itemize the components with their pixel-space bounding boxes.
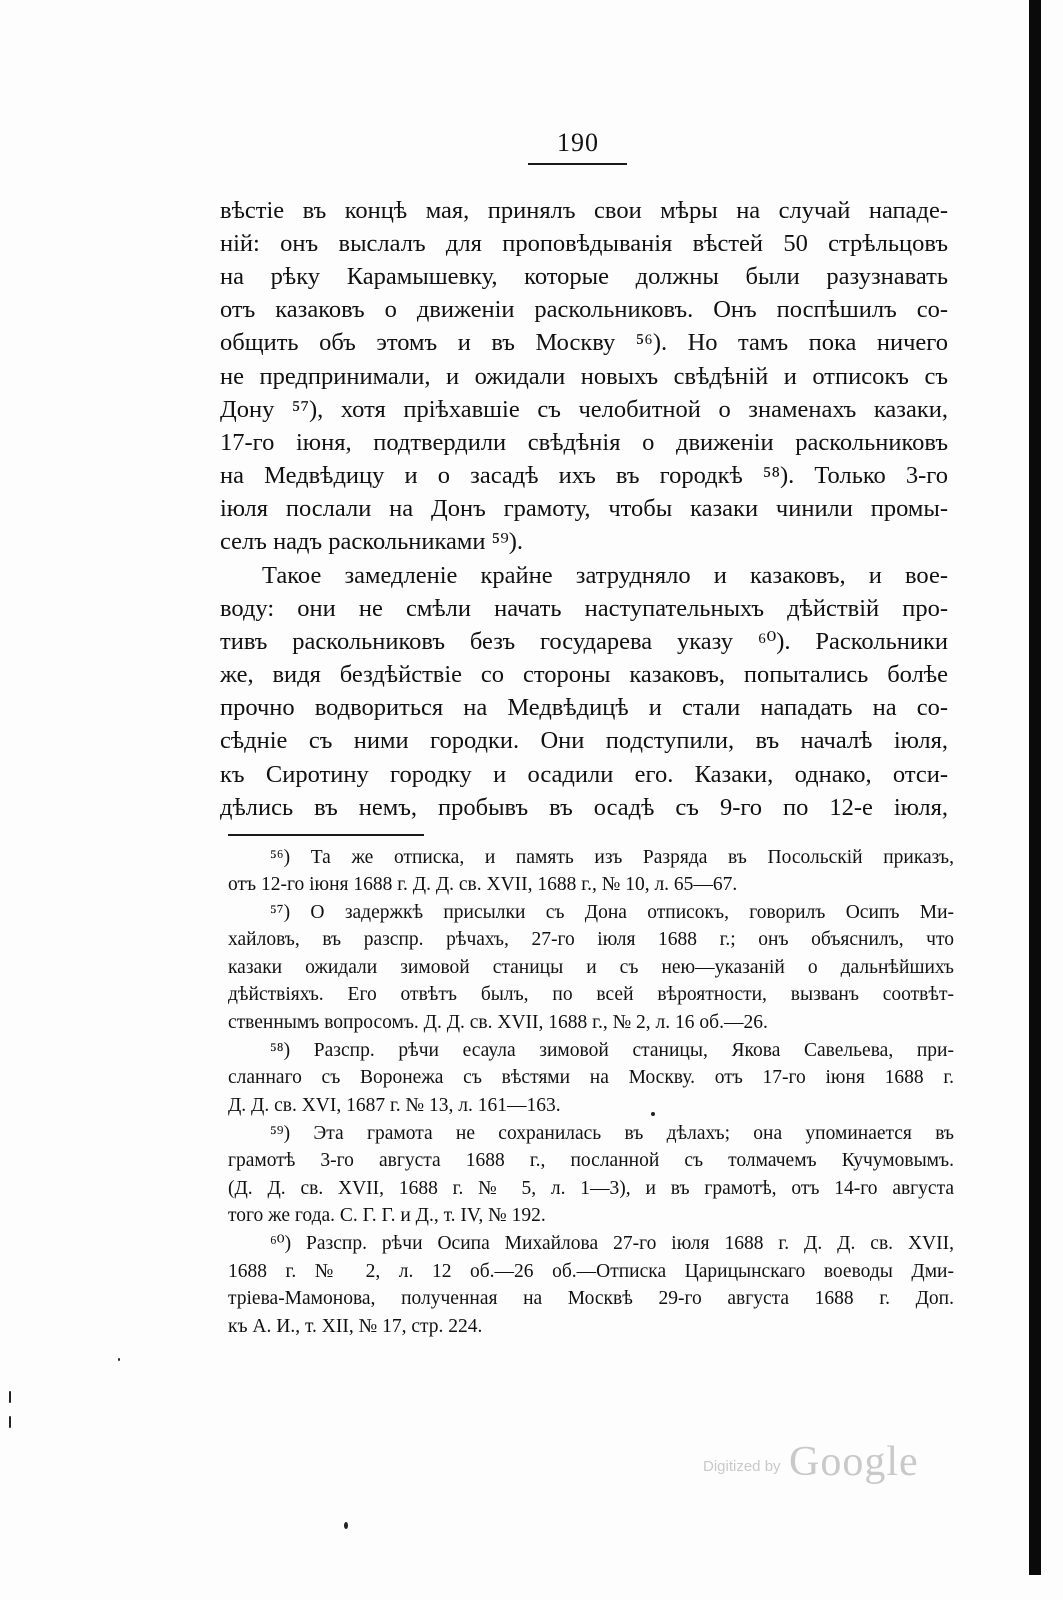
- scan-speck: [9, 1391, 11, 1403]
- body-line: общить объ этомъ и въ Москву ⁵⁶). Но тамъ пока ничего: [220, 329, 948, 356]
- footnote-line: ⁵⁹) Эта грамота не сохранилась въ дѣлахъ; она упоминается въ: [270, 1123, 954, 1144]
- footnote-line: ⁶⁰) Разспр. рѣчи Осипа Михайлова 27-го іюля 1688 г. Д. Д. св. XVII,: [270, 1233, 954, 1254]
- body-line: сѣдніе съ ними городки. Они подступили, въ началѣ іюля,: [220, 727, 948, 754]
- scan-speck: [118, 1358, 120, 1361]
- footnote-line: казаки ожидали зимовой станицы и съ нею—указаній о дальнѣйшихъ: [228, 957, 954, 978]
- body-line: дѣлись въ немъ, пробывъ въ осадѣ съ 9-го по 12-е іюля,: [220, 794, 948, 821]
- body-line: іюля послали на Донъ грамоту, чтобы казаки чинили промы-: [220, 495, 948, 522]
- scan-speck: [9, 1416, 11, 1428]
- footnote-line: дѣйствіяхъ. Его отвѣтъ былъ, по всей вѣроятности, вызванъ соотвѣт-: [228, 984, 954, 1005]
- page-number-underline: [528, 163, 627, 165]
- footnote-line: тріева-Мамонова, полученная на Москвѣ 29-го августа 1688 г. Доп.: [228, 1288, 954, 1309]
- body-line: прочно водвориться на Медвѣдицѣ и стали нападать на со-: [220, 694, 948, 721]
- body-line: селъ надъ раскольниками ⁵⁹).: [220, 528, 524, 555]
- body-line: къ Сиротину городку и осадили его. Казаки, однако, отси-: [220, 761, 948, 788]
- footnote-line: сланнаго съ Воронежа съ вѣстями на Москву. отъ 17-го іюня 1688 г.: [228, 1067, 954, 1088]
- footnote-line: грамотѣ 3-го августа 1688 г., посланной съ толмачемъ Кучумовымъ.: [228, 1150, 954, 1171]
- body-line: тивъ раскольниковъ безъ государева указу ⁶⁰). Раскольники: [220, 628, 948, 655]
- body-line: воду: они не смѣли начать наступательныхъ дѣйствій про-: [220, 595, 948, 622]
- body-line: же, видя бездѣйствіе со стороны казаковъ, попытались болѣе: [220, 661, 948, 688]
- footnote-line: Д. Д. св. XVI, 1687 г. № 13, л. 161—163.: [228, 1095, 561, 1116]
- google-logo: Google: [789, 1439, 919, 1485]
- watermark-prefix: Digitized by: [703, 1458, 781, 1475]
- footnote-line: ⁵⁸) Разспр. рѣчи есаула зимовой станицы, Якова Савельева, при-: [270, 1040, 954, 1061]
- body-line: на Медвѣдицу и о засадѣ ихъ въ городкѣ ⁵⁸). Только 3-го: [220, 462, 948, 489]
- scan-edge-shadow: [1029, 0, 1041, 1575]
- footnote-line: того же года. С. Г. Г. и Д., т. IV, № 192.: [228, 1205, 546, 1226]
- footnote-line: хайловъ, въ разспр. рѣчахъ, 27-го іюля 1688 г.; онъ объяснилъ, что: [228, 929, 954, 950]
- body-line: отъ казаковъ о движеніи раскольниковъ. Онъ поспѣшилъ со-: [220, 296, 948, 323]
- footnote-separator: [228, 834, 424, 836]
- page-number: 190: [557, 128, 599, 157]
- body-line: вѣстіе въ концѣ мая, принялъ свои мѣры на случай нападе-: [220, 197, 948, 224]
- footnote-line: ⁵⁶) Та же отписка, и память изъ Разряда въ Посольскій приказъ,: [270, 847, 954, 868]
- body-line: ній: онъ выслалъ для проповѣдыванія вѣстей 50 стрѣльцовъ: [220, 230, 948, 257]
- footnote-line: 1688 г. № 2, л. 12 об.—26 об.—Отписка Царицынскаго воеводы Дми-: [228, 1261, 954, 1282]
- footnote-line: ственнымъ вопросомъ. Д. Д. св. XVII, 1688 г., № 2, л. 16 об.—26.: [228, 1012, 768, 1033]
- body-line: Такое замедленіе крайне затрудняло и казаковъ, и вое-: [262, 562, 948, 589]
- body-line: 17-го іюня, подтвердили свѣдѣнія о движеніи раскольниковъ: [220, 429, 948, 456]
- footnote-line: къ А. И., т. XII, № 17, стр. 224.: [228, 1316, 483, 1337]
- body-line: Дону ⁵⁷), хотя пріѣхавшіе съ челобитной о знаменахъ казаки,: [220, 396, 948, 423]
- digitized-by-google-watermark: [703, 1438, 963, 1498]
- scan-speck: [344, 1522, 348, 1529]
- body-line: не предпринимали, и ожидали новыхъ свѣдѣній и отписокъ съ: [220, 363, 948, 390]
- footnote-line: отъ 12-го іюня 1688 г. Д. Д. св. XVII, 1688 г., № 10, л. 65—67.: [228, 874, 738, 895]
- body-line: на рѣку Карамышевку, которые должны были разузнавать: [220, 263, 948, 290]
- footnote-line: ⁵⁷) О задержкѣ присылки съ Дона отписокъ, говорилъ Осипъ Ми-: [270, 902, 954, 923]
- footnote-line: (Д. Д. св. XVII, 1688 г. № 5, л. 1—3), и въ грамотѣ, отъ 14-го августа: [228, 1178, 954, 1199]
- scan-speck: [651, 1112, 655, 1116]
